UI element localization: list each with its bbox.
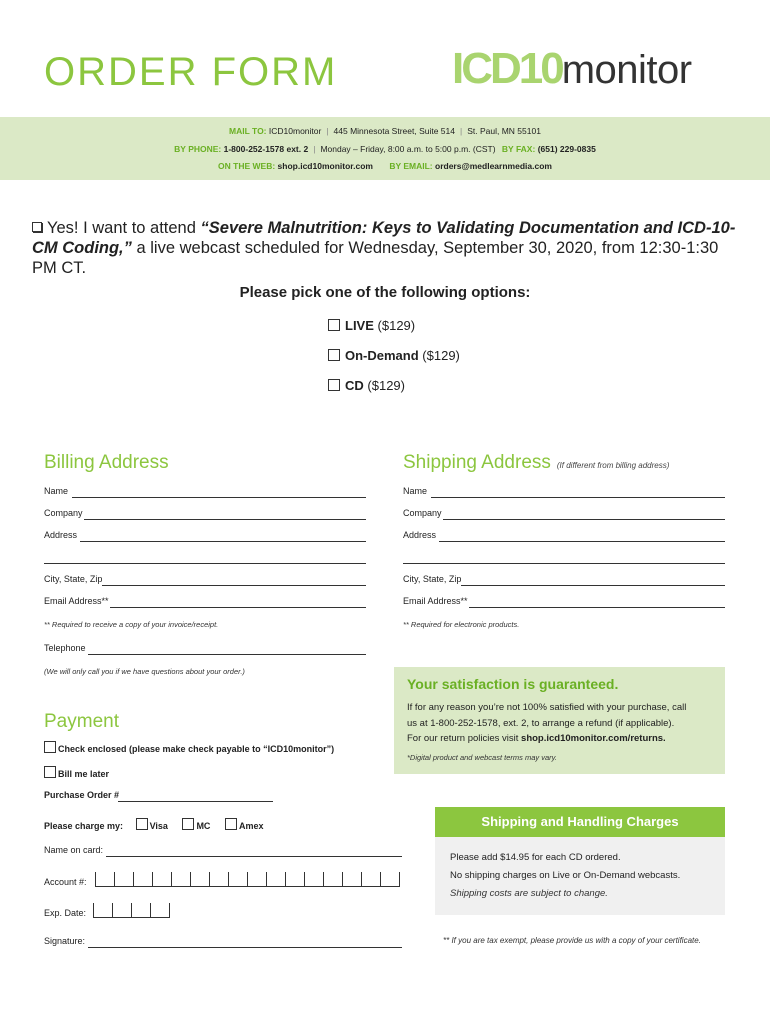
option-cd[interactable]	[328, 378, 405, 393]
card-label: Visa	[149, 821, 168, 831]
exp-date-field[interactable]	[44, 903, 170, 919]
guarantee-line: If for any reason you’re not 100% satisfied with your purchase, call	[407, 702, 687, 713]
shipping-heading	[403, 452, 669, 474]
bill-later-option[interactable]	[44, 766, 109, 779]
page-title: ORDER FORM	[44, 50, 338, 94]
tax-exempt-note: ** If you are tax exempt, please provide us with a copy of your certificate.	[443, 936, 701, 945]
account-digit-boxes[interactable]	[95, 872, 400, 887]
webcast-title: “Severe Malnutrition: Keys to Validating Documentation and ICD-10-CM Coding,”	[32, 219, 736, 257]
billing-email-note: ** Required to receive a copy of your invoice/receipt.	[44, 620, 219, 629]
mc-option[interactable]	[182, 821, 210, 831]
email-label: BY EMAIL:	[389, 161, 433, 171]
options-heading: Please pick one of the following options:	[239, 284, 531, 301]
web-label: ON THE WEB:	[218, 161, 276, 171]
field-label: Email Address**	[403, 596, 468, 606]
card-label: Amex	[238, 821, 264, 831]
option-live[interactable]	[328, 318, 415, 333]
mail-address: 445 Minnesota Street, Suite 514	[333, 126, 455, 136]
option-label: On-Demand	[345, 348, 419, 363]
purchase-order-field[interactable]	[44, 790, 273, 802]
field-label: Telephone	[44, 643, 86, 653]
guarantee-line3-pre: For our return policies visit	[407, 733, 519, 744]
shipping-city-field[interactable]	[403, 574, 725, 586]
account-number-field[interactable]	[44, 872, 400, 888]
field-label: Company	[44, 508, 83, 518]
billing-name-field[interactable]	[44, 486, 366, 498]
billing-phone-note: (We will only call you if we have questions about your order.)	[44, 667, 245, 676]
signature-field[interactable]	[44, 936, 402, 948]
option-label: LIVE	[345, 318, 374, 333]
field-label: Company	[403, 508, 442, 518]
option-cd-checkbox[interactable]	[328, 379, 340, 391]
attend-statement	[32, 218, 742, 278]
field-label: Name	[403, 486, 428, 496]
mc-checkbox[interactable]	[182, 818, 194, 830]
handling-note: Shipping costs are subject to change.	[450, 888, 608, 899]
guarantee-title: Your satisfaction is guaranteed.	[407, 676, 619, 692]
field-label: Signature:	[44, 936, 86, 946]
mail-name: ICD10monitor	[268, 126, 322, 136]
billing-email-field[interactable]	[44, 596, 366, 608]
charge-options	[44, 818, 263, 831]
logo-icd: ICD10	[452, 44, 562, 93]
shipping-company-field[interactable]	[403, 508, 725, 520]
exp-digit-boxes[interactable]	[93, 903, 170, 918]
option-price: ($129)	[422, 348, 460, 363]
webcast-details: a live webcast scheduled for Wednesday, September 30, 2020, from 12:30-1:30 PM CT.	[32, 239, 719, 277]
field-label: Exp. Date:	[44, 908, 87, 918]
shipping-email-field[interactable]	[403, 596, 725, 608]
shipping-heading-text: Shipping Address	[403, 452, 551, 473]
option-price: ($129)	[377, 318, 416, 333]
shipping-heading-note: (If different from billing address)	[556, 461, 670, 470]
guarantee-note: *Digital product and webcast terms may vary.	[407, 752, 557, 762]
field-label: Address	[403, 530, 437, 540]
field-label: City, State, Zip	[403, 574, 462, 584]
handling-box	[435, 837, 725, 915]
field-label: Email Address**	[44, 596, 109, 606]
option-on-demand-checkbox[interactable]	[328, 349, 340, 361]
field-label: Account #:	[44, 877, 87, 887]
returns-link[interactable]: shop.icd10monitor.com/returns.	[521, 733, 666, 744]
fax-number: (651) 229-0835	[537, 144, 596, 154]
billing-heading: Billing Address	[44, 452, 169, 473]
field-label: City, State, Zip	[44, 574, 103, 584]
web-line	[0, 161, 770, 171]
check-enclosed-option[interactable]	[44, 741, 334, 754]
check-enclosed-label: Check enclosed (please make check payable to “ICD10monitor”)	[58, 744, 335, 754]
billing-address-line2[interactable]	[44, 552, 366, 564]
mail-label: MAIL TO:	[229, 126, 267, 136]
logo-monitor: monitor	[561, 48, 692, 92]
fax-label: BY FAX:	[501, 144, 536, 154]
option-price: ($129)	[367, 378, 405, 393]
shipping-email-note: ** Required for electronic products.	[403, 620, 520, 629]
handling-line: Please add $14.95 for each CD ordered.	[450, 852, 621, 863]
guarantee-line	[407, 731, 717, 747]
guarantee-box	[394, 667, 725, 774]
option-label: CD	[345, 378, 364, 393]
billing-company-field[interactable]	[44, 508, 366, 520]
bill-later-checkbox[interactable]	[44, 766, 56, 778]
phone-label: BY PHONE:	[174, 144, 222, 154]
handling-heading: Shipping and Handling Charges	[435, 807, 725, 837]
shipping-name-field[interactable]	[403, 486, 725, 498]
email-address[interactable]: orders@medlearnmedia.com	[435, 161, 552, 171]
shipping-address-line2[interactable]	[403, 552, 725, 564]
guarantee-text	[407, 700, 717, 765]
visa-checkbox[interactable]	[136, 818, 148, 830]
attend-checkbox[interactable]	[32, 222, 42, 232]
phone-line: BY PHONE: 1-800-252-1578 ext. 2 | Monday – Friday, 8:00 a.m. to 5:00 p.m. (CST) BY FAX: (651) 229-0835	[174, 144, 596, 154]
charge-label: Please charge my:	[44, 821, 124, 831]
amex-checkbox[interactable]	[225, 818, 237, 830]
amex-option[interactable]	[225, 821, 264, 831]
field-label: Name	[44, 486, 69, 496]
name-on-card-field[interactable]	[44, 845, 402, 857]
field-label: Purchase Order #	[44, 790, 120, 800]
logo	[452, 44, 692, 94]
field-label: Address	[44, 530, 78, 540]
phone-number: 1-800-252-1578 ext. 2	[223, 144, 309, 154]
attend-lead: Yes! I want to attend	[47, 219, 196, 237]
field-label: Name on card:	[44, 845, 104, 855]
contact-band	[0, 117, 770, 180]
billing-address-field[interactable]	[44, 530, 366, 542]
shipping-address-field[interactable]	[403, 530, 725, 542]
phone-hours: Monday – Friday, 8:00 a.m. to 5:00 p.m. (CST)	[320, 144, 496, 154]
billing-telephone-field[interactable]	[44, 643, 366, 655]
handling-line: No shipping charges on Live or On-Demand webcasts.	[450, 870, 681, 881]
web-url[interactable]: shop.icd10monitor.com	[277, 161, 373, 171]
option-on-demand[interactable]	[328, 348, 460, 363]
card-label: MC	[196, 821, 211, 831]
payment-heading: Payment	[44, 711, 119, 732]
mail-city: St. Paul, MN 55101	[467, 126, 541, 136]
billing-city-field[interactable]	[44, 574, 366, 586]
check-enclosed-checkbox[interactable]	[44, 741, 56, 753]
visa-option[interactable]	[136, 821, 168, 831]
option-live-checkbox[interactable]	[328, 319, 340, 331]
guarantee-line: us at 1-800-252-1578, ext. 2, to arrange a refund (if applicable).	[407, 717, 675, 729]
mail-line: MAIL TO: ICD10monitor | 445 Minnesota Street, Suite 514 | St. Paul, MN 55101	[229, 126, 541, 136]
bill-later-label: Bill me later	[58, 769, 110, 779]
